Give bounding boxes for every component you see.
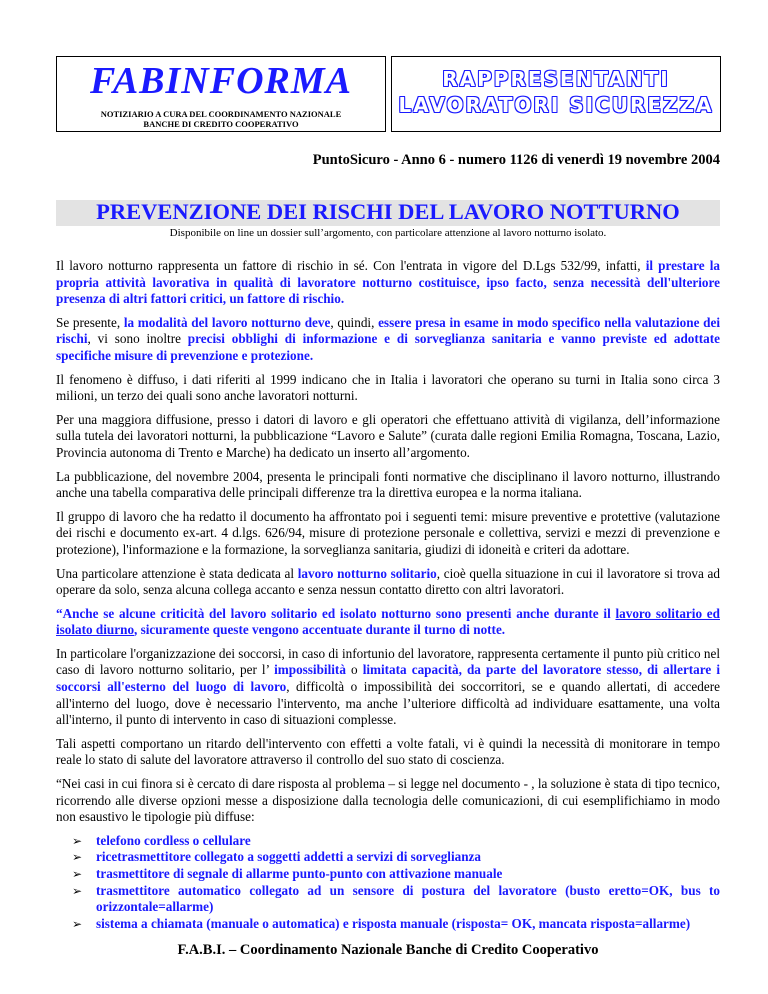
p9-highlight-b: limitata capacità, da parte del lavoratore stesso, di allertare i soccorsi all'esterno del luogo di lavoro [56,662,720,695]
paragraph-6: Il gruppo di lavoro che ha redatto il documento ha affrontato poi i seguenti temi: misure preventive e protettive (valutazione dei rischi e documento ex-art. 4 d.lgs. 626/94, misure di protezione personale e collettiva, servizi e mezzi di prevenzione e protezione), l'informazione e la formazione, la sorveglianza sanitaria, giudizi di idoneità e criteri da adottare. [56,508,720,557]
masthead-left-box [56,56,386,132]
technology-options-list [56,833,720,933]
list-item-text: trasmettitore automatico collegato ad un sensore di postura del lavoratore (busto eretto=OK, bus to orizzontale=allarme) [96,882,720,915]
list-item-text: sistema a chiamata (manuale o automatica) e risposta manuale (risposta= OK, mancata risposta=allarme) [96,915,691,931]
brand-logo: FABINFORMA [89,60,353,102]
list-item-text: telefono cordless o cellulare [96,832,251,848]
p8-quote-a: “Anche se alcune criticità del lavoro solitario ed isolato notturno sono presenti anche durante il [56,605,616,621]
arrowhead-bullet-icon: ➢ [72,833,83,848]
paragraph-1 [56,258,720,308]
article-subtitle: Disponibile on line un dossier sull’argomento, con particolare attenzione al lavoro notturno isolato. [169,227,607,239]
list-item-text: trasmettitore di segnale di allarme punto-punto con attivazione manuale [96,866,503,881]
arrowhead-bullet-icon: ➢ [72,850,83,865]
p1-text: Il lavoro notturno rappresenta un fattore di rischio in sé. Con l'entrata in vigore del D.Lgs 532/99, infatti, [56,258,646,273]
p2-text-a: Se presente, [56,314,124,330]
list-item [72,833,720,850]
p2-text-c: , vi sono inoltre [87,331,188,347]
p7-text-a: Una particolare attenzione è stata dedicata al [56,565,298,581]
article-title: PREVENZIONE DEI RISCHI DEL LAVORO NOTTURNO [96,199,680,224]
paragraph-7 [56,566,720,599]
masthead-right-box [391,56,721,132]
p8-quote-underlined: lavoro solitario ed isolato diurno [56,605,720,638]
p9-text-a: In particolare l'organizzazione dei soccorsi, in caso di infortunio del lavoratore, rappresenta certamente il punto più critico nel caso di lavoro notturno solitario, per l’ [56,645,720,678]
p9-text-c: , difficoltà o impossibilità dei soccorritori, se e quando allertati, di accedere all'interno del luogo, dove è necessario l'intervento, ma anche l’ulteriore difficoltà ad individuare esattamente, una volta all'interno, il punto di intervento in caso di situazioni complesse. [56,679,720,728]
list-item [72,916,720,933]
brand-subtitle-line-1: NOTIZIARIO A CURA DEL COORDINAMENTO NAZIONALE [100,109,342,119]
article-body [56,258,720,932]
paragraph-9 [56,646,720,729]
arrowhead-bullet-icon: ➢ [72,867,83,881]
paragraph-3: Il fenomeno è diffuso, i dati riferiti al 1999 indicano che in Italia i lavoratori che operano su turni in Italia sono circa 3 milioni, un terzo dei quali sono anche lavoratori notturni. [56,371,720,404]
p2-highlight-c: precisi obblighi di informazione e di sorveglianza sanitaria e vanno previste ed adottate specifiche misure di prevenzione e protezione. [56,331,720,363]
p2-text-b: , quindi, [330,314,379,330]
list-item-text: ricetrasmettitore collegato a soggetti addetti a servizi di sorveglianza [96,849,482,865]
p8-quote-b: , sicuramente queste vengono accentuate durante il turno di notte. [134,622,506,638]
p9-highlight-a: impossibilità [274,662,346,678]
list-item [72,849,720,866]
brand-subtitle [57,109,385,129]
p2-highlight-a: la modalità del lavoro notturno deve [123,314,331,330]
list-item [72,866,720,883]
paragraph-10: Tali aspetti comportano un ritardo dell'intervento con effetti a volte fatali, vi è quindi la necessità di monitorare in tempo reale lo stato di salute del lavoratore attraverso il controllo del suo stato di coscienza. [56,735,720,768]
p7-text-b: , cioè quella situazione in cui il lavoratore si trova ad operare da solo, senza alcuna collega accanto e senza nessun contatto diretto con altri lavoratori. [56,565,721,598]
brand-subtitle-line-2: BANCHE DI CREDITO COOPERATIVO [143,119,299,129]
list-item [72,883,720,916]
paragraph-2 [56,315,720,365]
issue-line: PuntoSicuro - Anno 6 - numero 1126 di venerdì 19 novembre 2004 [312,152,720,168]
p7-highlight: lavoro notturno solitario [297,565,437,581]
paragraph-8 [56,606,720,639]
p9-text-b: o [345,662,363,678]
paragraph-11: “Nei casi in cui finora si è cercato di dare risposta al problema – si legge nel documento - , la soluzione è stata di tipo tecnico, ricorrendo alle diverse opzioni messe a disposizione dalla tecnologia delle comunicazioni, di cui esemplifichiamo in modo non esaustivo le tipologie più diffuse: [56,776,720,825]
p1-highlight: il prestare la propria attività lavorativa in qualità di lavoratore notturno costituisce, ipso facto, senza necessità dell'ulteriore presenza di altri fattori critici, un fattore di rischio. [56,258,720,307]
page-footer: F.A.B.I. – Coordinamento Nazionale Banche di Credito Cooperativo [177,942,599,958]
rls-title-line-2: LAVORATORI SICUREZZA [398,93,714,117]
arrowhead-bullet-icon: ➢ [72,916,83,931]
rls-title-line-1: RAPPRESENTANTI [442,67,670,91]
paragraph-5: La pubblicazione, del novembre 2004, presenta le principali fonti normative che disciplinano il lavoro notturno, illustrando anche una tabella comparativa delle principali differenze tra la direttiva europea e la norma italiana. [56,468,720,501]
p2-highlight-b: essere presa in esame in modo specifico nella valutazione dei rischi [56,314,721,347]
arrowhead-bullet-icon: ➢ [72,883,83,898]
paragraph-4: Per una maggiora diffusione, presso i datori di lavoro e gli operatori che effettuano attività di vigilanza, dell’informazione sulla tutela dei lavoratori notturni, la pubblicazione “Lavoro e Salute” (curata dalle regioni Emilia Romagna, Toscana, Lazio, Provincia autonoma di Trento e Marche) ha dedicato un inserto all’argomento. [56,411,720,460]
